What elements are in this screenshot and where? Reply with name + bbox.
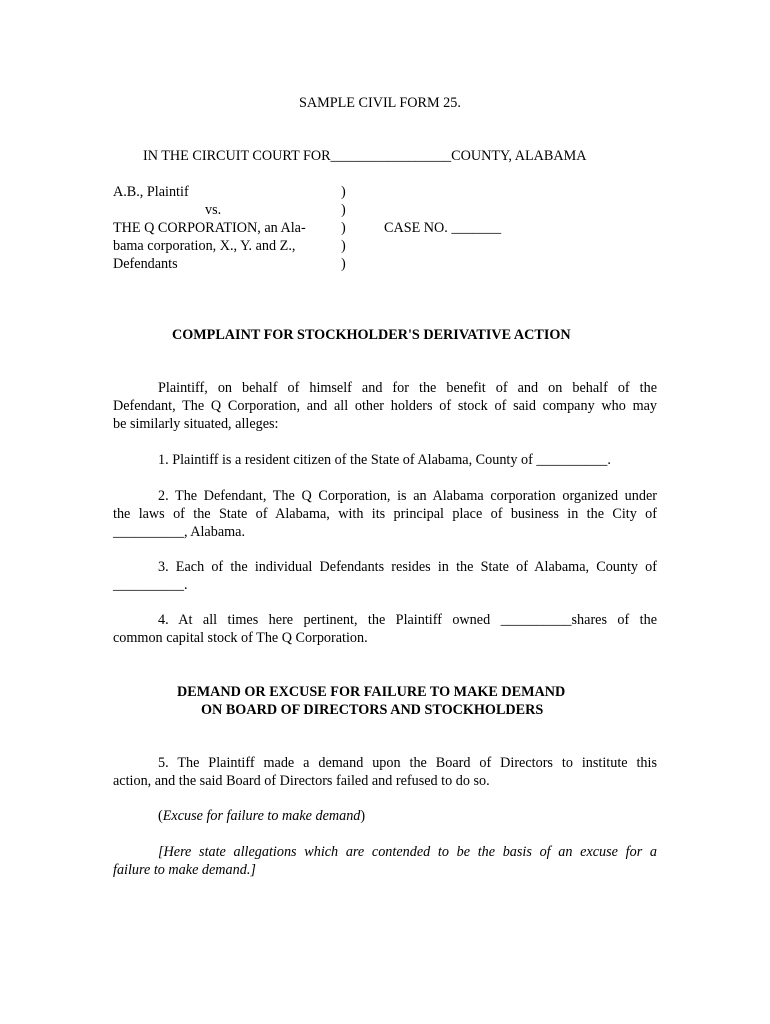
intro-line: Defendant, The Q Corporation, and all other holders of stock of said company who may bbox=[113, 398, 657, 414]
excuse-label-text: Excuse for failure to make demand bbox=[162, 808, 361, 824]
paragraph-2-line: the laws of the State of Alabama, with its principal place of business in the City of bbox=[113, 506, 657, 522]
paragraph-4-line: common capital stock of The Q Corporation. bbox=[113, 630, 368, 646]
caption-defendant-cont: bama corporation, X., Y. and Z., bbox=[113, 238, 296, 254]
paragraph-5-line: 5. The Plaintiff made a demand upon the Board of Directors to institute this bbox=[158, 755, 657, 771]
form-title: SAMPLE CIVIL FORM 25. bbox=[299, 95, 461, 111]
paragraph-3-line: __________. bbox=[113, 577, 188, 593]
paragraph-5-line: action, and the said Board of Directors failed and refused to do so. bbox=[113, 773, 490, 789]
court-line: IN THE CIRCUIT COURT FOR_________________COUNTY, ALABAMA bbox=[143, 148, 587, 164]
case-number: CASE NO. _______ bbox=[384, 220, 502, 236]
excuse-label: (Excuse for failure to make demand) bbox=[158, 808, 366, 824]
caption-plaintiff: A.B., Plaintif bbox=[113, 184, 189, 200]
paragraph-3-line: 3. Each of the individual Defendants resides in the State of Alabama, County of bbox=[158, 559, 657, 575]
caption-defendant: THE Q CORPORATION, an Ala- bbox=[113, 220, 306, 236]
caption-paren: ) bbox=[341, 256, 346, 272]
caption-vs: vs. bbox=[205, 202, 222, 218]
caption-paren: ) bbox=[341, 202, 346, 218]
paragraph-2-line: 2. The Defendant, The Q Corporation, is an Alabama corporation organized under bbox=[158, 488, 657, 504]
excuse-instruction-line: failure to make demand.] bbox=[113, 862, 256, 878]
demand-heading: DEMAND OR EXCUSE FOR FAILURE TO MAKE DEMAND bbox=[177, 684, 566, 700]
demand-heading: ON BOARD OF DIRECTORS AND STOCKHOLDERS bbox=[201, 702, 544, 718]
paragraph-4-line: 4. At all times here pertinent, the Plaintiff owned __________shares of the bbox=[158, 612, 657, 628]
excuse-instruction-line: [Here state allegations which are contended to be the basis of an excuse for a bbox=[158, 844, 657, 860]
caption-defendants-label: Defendants bbox=[113, 256, 178, 272]
paragraph-1: 1. Plaintiff is a resident citizen of the State of Alabama, County of __________. bbox=[158, 452, 611, 468]
caption-paren: ) bbox=[341, 238, 346, 254]
intro-line: be similarly situated, alleges: bbox=[113, 416, 279, 432]
caption-paren: ) bbox=[341, 220, 346, 236]
complaint-heading: COMPLAINT FOR STOCKHOLDER'S DERIVATIVE ACTION bbox=[172, 327, 571, 343]
caption-paren: ) bbox=[341, 184, 346, 200]
intro-line: Plaintiff, on behalf of himself and for the benefit of and on behalf of the bbox=[158, 380, 657, 396]
paragraph-2-line: __________, Alabama. bbox=[113, 524, 246, 540]
